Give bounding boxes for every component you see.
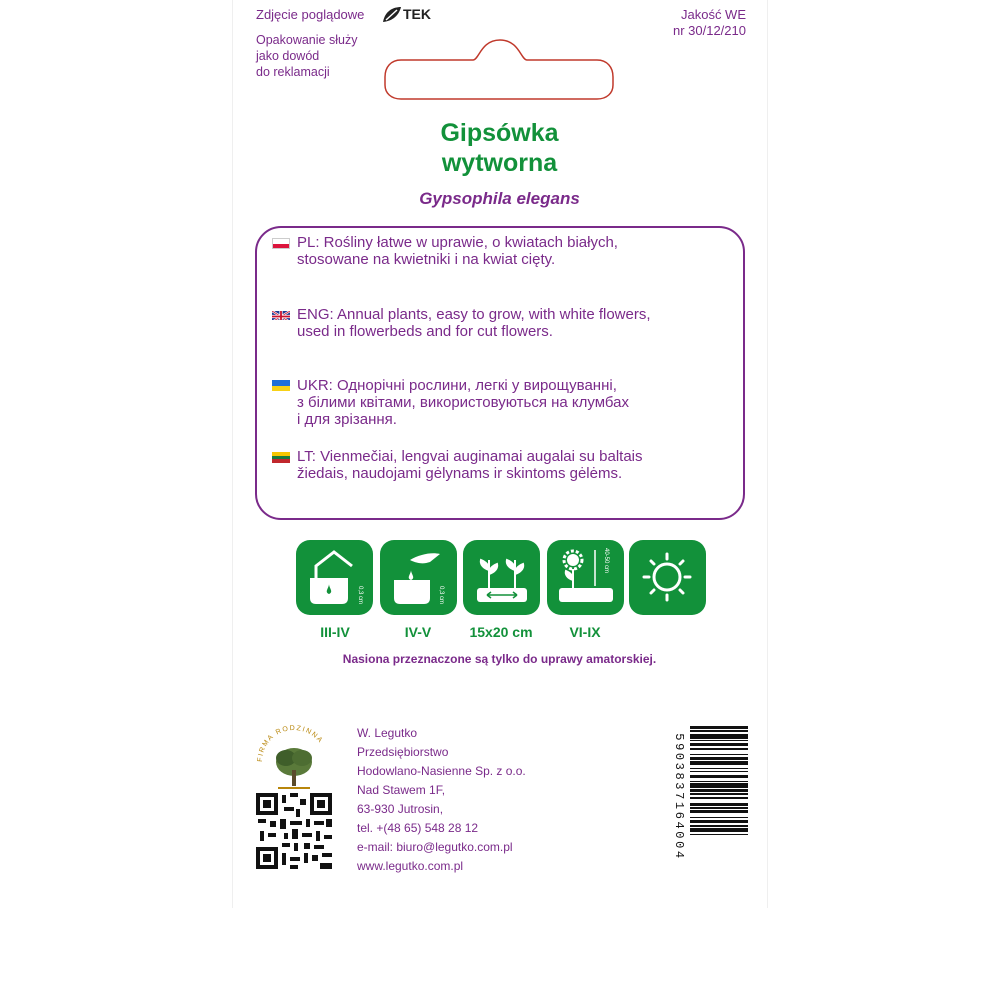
- logo-text: FIRMA RODZINNA: [256, 724, 325, 763]
- barcode-number: 5903837164004: [672, 733, 686, 861]
- barcode-bar: [690, 793, 748, 794]
- company-website[interactable]: www.legutko.com.pl: [357, 859, 464, 873]
- greenhouse-sowing-icon: [296, 540, 373, 615]
- flowering-period: VI-IX: [569, 624, 601, 640]
- company-street: Nad Stawem 1F,: [357, 783, 446, 797]
- barcode-bar: [690, 828, 748, 832]
- description-line: stosowane na kwietniki i na kwiat cięty.: [297, 251, 556, 268]
- sowing-depth-label: 0,3 cm: [357, 586, 363, 605]
- company-phone: tel. +(48 65) 548 28 12: [357, 821, 479, 835]
- ukraine-flag-icon: [272, 380, 290, 391]
- barcode-bar: [690, 789, 748, 792]
- plant-spacing: 15x20 cm: [469, 624, 533, 640]
- barcode: [672, 726, 748, 868]
- sowing-outdoor-period: IV-V: [404, 624, 432, 640]
- company-address: [357, 724, 526, 876]
- barcode-bar: [690, 754, 748, 755]
- barcode-bar: [690, 726, 748, 729]
- barcode-bar: [690, 748, 748, 749]
- barcode-bar: [690, 834, 748, 835]
- illustrative-photo-note: Zdjęcie poglądowe: [256, 7, 365, 22]
- description-line: з білими квітами, використовуються на клумбах: [297, 394, 629, 411]
- product-name-line-2: wytworna: [441, 149, 558, 177]
- description-line: і для зрізання.: [297, 411, 397, 428]
- sowing-depth-label: 0,3 cm: [438, 586, 444, 605]
- quality-line-1: Jakość WE: [680, 7, 746, 22]
- complaint-line: Opakowanie służy: [256, 33, 358, 47]
- company-email[interactable]: e-mail: biuro@legutko.com.pl: [357, 840, 513, 854]
- sowing-greenhouse-period: III-IV: [320, 624, 350, 640]
- barcode-bar: [690, 730, 748, 731]
- barcode-bar: [690, 825, 748, 826]
- description-line: LT: Vienmečiai, lengvai auginamai augalai su baltais: [297, 448, 643, 465]
- spacing-icon: [463, 540, 540, 615]
- description-line: used in flowerbeds and for cut flowers.: [297, 323, 553, 340]
- flowering-height-icon: [547, 540, 624, 615]
- barcode-bar: [690, 810, 748, 813]
- barcode-bar: [690, 797, 748, 798]
- brand-name: TEK: [403, 6, 431, 22]
- description-lt: [297, 448, 727, 482]
- family-firm-tree-logo: [254, 722, 334, 792]
- company-name: W. Legutko: [357, 726, 418, 740]
- description-eng: [297, 306, 727, 340]
- outdoor-sowing-icon: [380, 540, 457, 615]
- complaint-note: [256, 32, 357, 80]
- quality-line-2: nr 30/12/210: [672, 23, 746, 38]
- description-ukr: [297, 377, 727, 428]
- complaint-line: jako dowód: [256, 49, 320, 63]
- barcode-bars: [690, 726, 748, 868]
- sun-icon: [629, 540, 706, 615]
- barcode-bar: [690, 775, 748, 778]
- barcode-bar: [690, 820, 748, 823]
- poland-flag-icon: [272, 238, 290, 249]
- barcode-bar: [690, 783, 748, 787]
- barcode-bar: [690, 761, 748, 765]
- barcode-bar: [690, 757, 748, 760]
- barcode-bar: [690, 743, 748, 746]
- amateur-use-note: Nasiona przeznaczone są tylko do uprawy amatorskiej.: [342, 652, 657, 666]
- barcode-bar: [690, 771, 748, 772]
- barcode-bar: [690, 803, 748, 806]
- qr-code: [256, 793, 332, 869]
- product-name-line-1: Gipsówka: [440, 119, 559, 147]
- complaint-line: do reklamacji: [256, 65, 330, 79]
- company-line: Przedsiębiorstwo: [357, 745, 449, 759]
- packet-right-edge: [767, 0, 768, 908]
- barcode-bar: [690, 817, 748, 818]
- description-pl: [297, 234, 727, 268]
- hang-hole-outline: [383, 37, 617, 101]
- description-line: ENG: Annual plants, easy to grow, with white flowers,: [297, 306, 651, 323]
- latin-name: Gypsophila elegans: [419, 189, 580, 208]
- description-line: UKR: Однорічні рослини, легкі у вирощуванні,: [297, 377, 617, 394]
- barcode-bar: [690, 781, 748, 782]
- lithuania-flag-icon: [272, 452, 290, 463]
- barcode-bar: [690, 740, 748, 741]
- company-line: Hodowlano-Nasienne Sp. z o.o.: [357, 764, 526, 778]
- company-city: 63-930 Jutrosin,: [357, 802, 444, 816]
- barcode-bar: [690, 734, 748, 738]
- description-line: žiedais, naudojami gėlynams ir skintoms gėlėms.: [297, 465, 623, 482]
- barcode-bar: [690, 768, 748, 769]
- quality-label: [640, 7, 746, 39]
- uk-flag-icon: [272, 309, 290, 320]
- plant-height-label: 40-50 cm: [603, 548, 609, 574]
- description-line: PL: Rośliny łatwe w uprawie, o kwiatach białych,: [297, 234, 618, 251]
- barcode-bar: [690, 807, 748, 808]
